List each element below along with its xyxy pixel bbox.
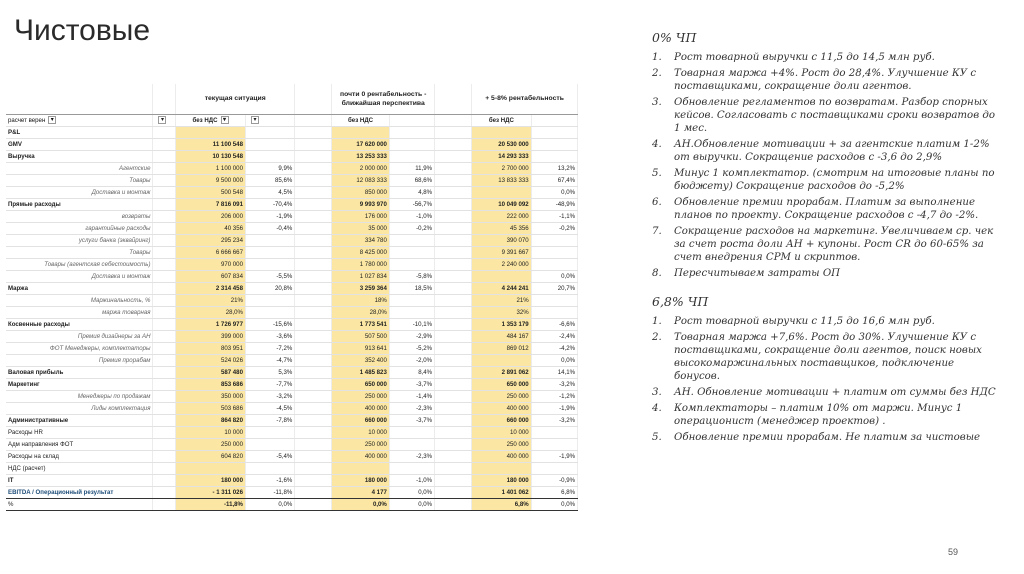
table-row xyxy=(6,438,578,450)
cell-c: 32% xyxy=(472,306,532,318)
notes-panel xyxy=(652,30,1002,447)
cell-b: 913 641 xyxy=(332,342,390,354)
header-near: почти 0 рентабельность - ближайшая перспектива xyxy=(332,84,435,114)
cell-b: 400 000 xyxy=(332,450,390,462)
cell-b: 18% xyxy=(332,294,390,306)
row-label: Валовая прибыль xyxy=(6,366,153,378)
cell-b: 176 000 xyxy=(332,210,390,222)
cell-cp xyxy=(531,294,577,306)
note-item: 1. Рост товарной выручки с 11,5 до 14,5 млн руб. xyxy=(652,52,935,63)
cell-cp: -1,9% xyxy=(531,450,577,462)
table-row xyxy=(6,282,578,294)
cell-c: 222 000 xyxy=(472,210,532,222)
cell-bp: 18,5% xyxy=(389,282,434,294)
cell-b: 13 253 333 xyxy=(332,150,390,162)
cell-cp: 14,1% xyxy=(531,366,577,378)
note-item: 4. АН.Обновление мотивации + за агентские платим 1-2% от выручки. Сокращение расходов с -3,6 до 2,9% xyxy=(652,139,990,163)
cell-c: 21% xyxy=(472,294,532,306)
note-item: 1. Рост товарной выручки с 11,5 до 16,6 млн руб. xyxy=(652,316,935,327)
cell-bp xyxy=(389,138,434,150)
row-label: Косвенные расходы xyxy=(6,318,153,330)
cell-c: 250 000 xyxy=(472,438,532,450)
cell-bp: 0,0% xyxy=(389,486,434,498)
cell-ap: -7,7% xyxy=(245,378,294,390)
cell-c: 2 891 062 xyxy=(472,366,532,378)
cell-cp: 0,0% xyxy=(531,186,577,198)
table-header-row xyxy=(6,84,578,114)
cell-ap: -7,2% xyxy=(245,342,294,354)
row-label: Прямые расходы xyxy=(6,198,153,210)
cell-bp: -2,3% xyxy=(389,450,434,462)
cell-c xyxy=(472,270,532,282)
cell-cp xyxy=(531,306,577,318)
row-label: услуги банка (эквайринг) xyxy=(6,234,153,246)
cell-ap: -4,7% xyxy=(245,354,294,366)
cell-cp: -1,9% xyxy=(531,402,577,414)
cell-ap xyxy=(245,438,294,450)
cell-ap: 9,9% xyxy=(245,162,294,174)
cell-ap xyxy=(245,234,294,246)
cell-ap: 5,3% xyxy=(245,366,294,378)
note-item: 7. Сокращение расходов на маркетинг. Увеличиваем ср. чек за счет роста доли АН + купоны. Рост CR до 60-65% за счет внедрения CPM и скриптов. xyxy=(652,226,994,263)
cell-ap: -5,4% xyxy=(245,450,294,462)
pnl-table xyxy=(6,84,578,511)
cell-ap: -70,4% xyxy=(245,198,294,210)
filter-dropdown-icon[interactable]: ▾ xyxy=(158,116,166,124)
note-item: 3. АН. Обновление мотивации + платим от суммы без НДС xyxy=(652,387,996,398)
cell-a: 604 820 xyxy=(176,450,246,462)
header-current: текущая ситуация xyxy=(176,84,295,114)
cell-bp: -1,4% xyxy=(389,390,434,402)
row-label: Маржинальность, % xyxy=(6,294,153,306)
note-item: 4. Комплектаторы – платим 10% от маржи. Минус 1 операционист (менеджер проектов) . xyxy=(652,403,963,427)
cell-cp: -4,2% xyxy=(531,342,577,354)
cell-cp: 0,0% xyxy=(531,498,577,510)
cell-ap: -1,9% xyxy=(245,210,294,222)
cell-bp: -56,7% xyxy=(389,198,434,210)
row-label: Менеджеры по продажам xyxy=(6,390,153,402)
table-row xyxy=(6,414,578,426)
cell-bp xyxy=(389,462,434,474)
cell-a: 1 100 000 xyxy=(176,162,246,174)
cell-b: 8 425 000 xyxy=(332,246,390,258)
table-row xyxy=(6,234,578,246)
cell-b: 1 773 541 xyxy=(332,318,390,330)
cell-ap xyxy=(245,306,294,318)
cell-bp: 4,8% xyxy=(389,186,434,198)
cell-ap: -3,2% xyxy=(245,390,294,402)
table-row xyxy=(6,162,578,174)
cell-a: 40 356 xyxy=(176,222,246,234)
cell-a: 803 951 xyxy=(176,342,246,354)
cell-cp xyxy=(531,426,577,438)
table-row xyxy=(6,390,578,402)
cell-c: 660 000 xyxy=(472,414,532,426)
section2-title: 6,8% ЧП xyxy=(652,294,709,309)
cell-ap: -5,5% xyxy=(245,270,294,282)
row-label: EBITDA / Операционный результат xyxy=(6,486,153,498)
cell-ap: 4,5% xyxy=(245,186,294,198)
note-item: 5. Минус 1 комплектатор. (смотрим на итоговые планы по бюджету) Сокращение расходов до -5,2% xyxy=(652,168,995,192)
cell-a: 10 000 xyxy=(176,426,246,438)
cell-ap xyxy=(245,462,294,474)
row-label: маржа товарная xyxy=(6,306,153,318)
note-item: 5. Обновление премии прорабам. Не платим за чистовые xyxy=(652,432,981,443)
cell-b: 9 993 970 xyxy=(332,198,390,210)
cell-cp xyxy=(531,150,577,162)
cell-ap: -15,6% xyxy=(245,318,294,330)
row-label: Административные xyxy=(6,414,153,426)
cell-ap: -4,5% xyxy=(245,402,294,414)
cell-bp xyxy=(389,294,434,306)
cell-c: 400 000 xyxy=(472,402,532,414)
cell-c: 390 070 xyxy=(472,234,532,246)
row-label: ФОТ Менеджеры, комплектаторы xyxy=(6,342,153,354)
row-label: Премия дизайнеры за АН xyxy=(6,330,153,342)
cell-b: 180 000 xyxy=(332,474,390,486)
filter-dropdown-icon[interactable]: ▾ xyxy=(251,116,259,124)
cell-cp: -48,9% xyxy=(531,198,577,210)
cell-c: 45 356 xyxy=(472,222,532,234)
cell-cp: -0,9% xyxy=(531,474,577,486)
cell-bp xyxy=(389,246,434,258)
note-item: 2. Товарная маржа +4%. Рост до 28,4%. Улучшение КУ с поставщиками, сокращение доли агентов. xyxy=(652,68,977,92)
col-label-near: без НДС xyxy=(332,114,390,126)
row-label: Расходы на склад xyxy=(6,450,153,462)
cell-b: 650 000 xyxy=(332,378,390,390)
row-label: GMV xyxy=(6,138,153,150)
cell-a: 970 000 xyxy=(176,258,246,270)
cell-c: 400 000 xyxy=(472,450,532,462)
cell-cp: 0,0% xyxy=(531,270,577,282)
cell-ap: 0,0% xyxy=(245,498,294,510)
cell-ap: 20,8% xyxy=(245,282,294,294)
table-row xyxy=(6,210,578,222)
row-label: Маркетинг xyxy=(6,378,153,390)
filter-cell[interactable] xyxy=(6,114,153,126)
row-label: НДС (расчет) xyxy=(6,462,153,474)
cell-b: 10 000 xyxy=(332,426,390,438)
cell-ap: -1,6% xyxy=(245,474,294,486)
cell-bp: -2,9% xyxy=(389,330,434,342)
cell-a: 853 686 xyxy=(176,378,246,390)
cell-cp: -1,1% xyxy=(531,210,577,222)
cell-a: 9 500 000 xyxy=(176,174,246,186)
section2-list xyxy=(652,315,1002,444)
cell-ap xyxy=(245,426,294,438)
cell-bp: -1,0% xyxy=(389,210,434,222)
table-row xyxy=(6,222,578,234)
table-row xyxy=(6,486,578,498)
cell-b: 850 000 xyxy=(332,186,390,198)
table-row xyxy=(6,174,578,186)
cell-bp xyxy=(389,234,434,246)
cell-cp: -1,2% xyxy=(531,390,577,402)
cell-c xyxy=(472,462,532,474)
cell-bp: 68,6% xyxy=(389,174,434,186)
cell-ap xyxy=(245,246,294,258)
table-row xyxy=(6,354,578,366)
cell-bp: -5,8% xyxy=(389,270,434,282)
row-label: % xyxy=(6,498,153,510)
cell-a: 6 666 667 xyxy=(176,246,246,258)
cell-a: 350 000 xyxy=(176,390,246,402)
cell-c: 20 530 000 xyxy=(472,138,532,150)
cell-b: 2 000 000 xyxy=(332,162,390,174)
cell-ap xyxy=(245,138,294,150)
cell-a: 7 816 091 xyxy=(176,198,246,210)
row-label: Выручка xyxy=(6,150,153,162)
cell-bp xyxy=(389,258,434,270)
row-label: Расходы HR xyxy=(6,426,153,438)
cell-bp xyxy=(389,126,434,138)
filter-dropdown-icon[interactable]: ▾ xyxy=(221,116,229,124)
cell-bp: 8,4% xyxy=(389,366,434,378)
table-row xyxy=(6,498,578,510)
cell-a: -11,8% xyxy=(176,498,246,510)
note-item: 2. Товарная маржа +7,6%. Рост до 30%. Улучшение КУ с поставщиками, сокращение доли агентов, поиск новых высокомаржинальных поставщиков, подключение бонусов. xyxy=(652,332,982,382)
cell-a: 864 820 xyxy=(176,414,246,426)
table-row xyxy=(6,258,578,270)
cell-a: 11 100 548 xyxy=(176,138,246,150)
row-label: Агентские xyxy=(6,162,153,174)
cell-cp xyxy=(531,462,577,474)
cell-b: 4 177 xyxy=(332,486,390,498)
cell-cp: 20,7% xyxy=(531,282,577,294)
cell-c: 1 401 062 xyxy=(472,486,532,498)
cell-ap xyxy=(245,294,294,306)
cell-bp: -3,7% xyxy=(389,414,434,426)
note-item: 8. Пересчитываем затраты ОП xyxy=(652,268,841,279)
cell-cp: -6,6% xyxy=(531,318,577,330)
cell-cp xyxy=(531,138,577,150)
cell-b: 12 083 333 xyxy=(332,174,390,186)
cell-a: 503 686 xyxy=(176,402,246,414)
cell-ap xyxy=(245,258,294,270)
cell-a: 295 234 xyxy=(176,234,246,246)
note-item: 6. Обновление премии прорабам. Платим за выполнение планов по проекту. Сокращение расходов с -4,7 до -2%. xyxy=(652,197,979,221)
row-label: P&L xyxy=(6,126,153,138)
section1-list xyxy=(652,51,1002,280)
cell-c: 9 391 667 xyxy=(472,246,532,258)
table-row xyxy=(6,270,578,282)
table-subheader-row xyxy=(6,114,578,126)
table-row xyxy=(6,330,578,342)
row-label: Премия прорабам xyxy=(6,354,153,366)
cell-bp: -2,0% xyxy=(389,354,434,366)
cell-cp: 0,0% xyxy=(531,354,577,366)
row-label: Адм направления ФОТ xyxy=(6,438,153,450)
col-label-current: без НДС ▾ xyxy=(176,114,246,126)
cell-a: 10 130 548 xyxy=(176,150,246,162)
cell-c: 13 833 333 xyxy=(472,174,532,186)
row-label: гарантийные расходы xyxy=(6,222,153,234)
cell-a: 524 026 xyxy=(176,354,246,366)
cell-a: 28,0% xyxy=(176,306,246,318)
cell-cp: 13,2% xyxy=(531,162,577,174)
cell-a: 587 480 xyxy=(176,366,246,378)
cell-c: 6,8% xyxy=(472,498,532,510)
cell-c: 1 353 179 xyxy=(472,318,532,330)
cell-c: 180 000 xyxy=(472,474,532,486)
cell-a: - 1 311 026 xyxy=(176,486,246,498)
row-label: Товары xyxy=(6,246,153,258)
cell-b: 1 780 000 xyxy=(332,258,390,270)
cell-a: 250 000 xyxy=(176,438,246,450)
row-label: Товары xyxy=(6,174,153,186)
cell-b: 250 000 xyxy=(332,390,390,402)
row-label: Доставка и монтаж xyxy=(6,186,153,198)
table-row xyxy=(6,342,578,354)
cell-c: 10 049 092 xyxy=(472,198,532,210)
cell-a xyxy=(176,126,246,138)
table-row xyxy=(6,474,578,486)
cell-a: 21% xyxy=(176,294,246,306)
cell-cp: -3,2% xyxy=(531,414,577,426)
cell-bp xyxy=(389,438,434,450)
cell-cp xyxy=(531,258,577,270)
cell-c xyxy=(472,126,532,138)
cell-a: 500 548 xyxy=(176,186,246,198)
cell-b: 400 000 xyxy=(332,402,390,414)
cell-cp: -3,2% xyxy=(531,378,577,390)
row-label: возвраты xyxy=(6,210,153,222)
cell-c: 484 167 xyxy=(472,330,532,342)
cell-b: 1 485 823 xyxy=(332,366,390,378)
cell-bp: 11,9% xyxy=(389,162,434,174)
cell-c: 2 700 000 xyxy=(472,162,532,174)
cell-bp: -2,3% xyxy=(389,402,434,414)
cell-a xyxy=(176,462,246,474)
table-row xyxy=(6,450,578,462)
table-row xyxy=(6,462,578,474)
cell-a: 607 834 xyxy=(176,270,246,282)
cell-bp xyxy=(389,426,434,438)
cell-cp: -0,2% xyxy=(531,222,577,234)
page-number: 59 xyxy=(948,547,959,557)
cell-cp: 67,4% xyxy=(531,174,577,186)
table-row xyxy=(6,150,578,162)
cell-b: 35 000 xyxy=(332,222,390,234)
cell-a: 206 000 xyxy=(176,210,246,222)
cell-c: 250 000 xyxy=(472,390,532,402)
col-label-target: без НДС xyxy=(472,114,532,126)
cell-c: 869 012 xyxy=(472,342,532,354)
cell-cp: -2,4% xyxy=(531,330,577,342)
slide-title: Чистовые xyxy=(14,14,151,47)
cell-b: 0,0% xyxy=(332,498,390,510)
note-item: 3. Обновление регламентов по возвратам. Разбор спорных кейсов. Согласовать с поставщиками сроки возвратов до 1 мес. xyxy=(652,97,995,134)
table-row xyxy=(6,246,578,258)
cell-cp: 6,8% xyxy=(531,486,577,498)
cell-b: 28,0% xyxy=(332,306,390,318)
cell-b xyxy=(332,126,390,138)
table-row xyxy=(6,378,578,390)
cell-b: 334 780 xyxy=(332,234,390,246)
section1-title: 0% ЧП xyxy=(652,30,697,45)
cell-ap: 85,6% xyxy=(245,174,294,186)
cell-b: 1 027 834 xyxy=(332,270,390,282)
cell-a: 180 000 xyxy=(176,474,246,486)
row-label: IT xyxy=(6,474,153,486)
row-label: Товары (агентская себестоимость) xyxy=(6,258,153,270)
header-target: + 5-8% рентабельность xyxy=(472,84,578,114)
cell-c xyxy=(472,354,532,366)
cell-a: 2 314 458 xyxy=(176,282,246,294)
cell-a: 399 000 xyxy=(176,330,246,342)
cell-bp: -5,2% xyxy=(389,342,434,354)
cell-b xyxy=(332,462,390,474)
cell-ap: -3,6% xyxy=(245,330,294,342)
table-row xyxy=(6,318,578,330)
cell-b: 250 000 xyxy=(332,438,390,450)
cell-a: 1 726 977 xyxy=(176,318,246,330)
table-row xyxy=(6,138,578,150)
filter-label: расчет верен xyxy=(8,116,46,124)
cell-ap: -7,8% xyxy=(245,414,294,426)
cell-c: 650 000 xyxy=(472,378,532,390)
row-label: Лиды комплектация xyxy=(6,402,153,414)
cell-cp xyxy=(531,246,577,258)
table-row xyxy=(6,306,578,318)
table-row xyxy=(6,294,578,306)
cell-b: 352 400 xyxy=(332,354,390,366)
filter-dropdown-icon[interactable]: ▾ xyxy=(48,116,56,124)
cell-bp xyxy=(389,150,434,162)
table-row xyxy=(6,402,578,414)
table-row xyxy=(6,186,578,198)
cell-c: 10 000 xyxy=(472,426,532,438)
cell-b: 17 620 000 xyxy=(332,138,390,150)
row-label: Маржа xyxy=(6,282,153,294)
cell-ap xyxy=(245,126,294,138)
cell-c xyxy=(472,186,532,198)
cell-cp xyxy=(531,438,577,450)
cell-b: 660 000 xyxy=(332,414,390,426)
table-row xyxy=(6,426,578,438)
cell-cp xyxy=(531,234,577,246)
cell-ap: -11,8% xyxy=(245,486,294,498)
cell-bp: -10,1% xyxy=(389,318,434,330)
table-row xyxy=(6,366,578,378)
cell-bp: -1,0% xyxy=(389,474,434,486)
cell-b: 3 259 364 xyxy=(332,282,390,294)
table-row xyxy=(6,126,578,138)
cell-bp: -3,7% xyxy=(389,378,434,390)
cell-ap: -0,4% xyxy=(245,222,294,234)
cell-c: 2 240 000 xyxy=(472,258,532,270)
cell-b: 507 500 xyxy=(332,330,390,342)
cell-bp: -0,2% xyxy=(389,222,434,234)
cell-c: 14 293 333 xyxy=(472,150,532,162)
cell-bp: 0,0% xyxy=(389,498,434,510)
cell-cp xyxy=(531,126,577,138)
cell-c: 4 244 241 xyxy=(472,282,532,294)
table-row xyxy=(6,198,578,210)
cell-bp xyxy=(389,306,434,318)
row-label: Доставка и монтаж xyxy=(6,270,153,282)
cell-ap xyxy=(245,150,294,162)
